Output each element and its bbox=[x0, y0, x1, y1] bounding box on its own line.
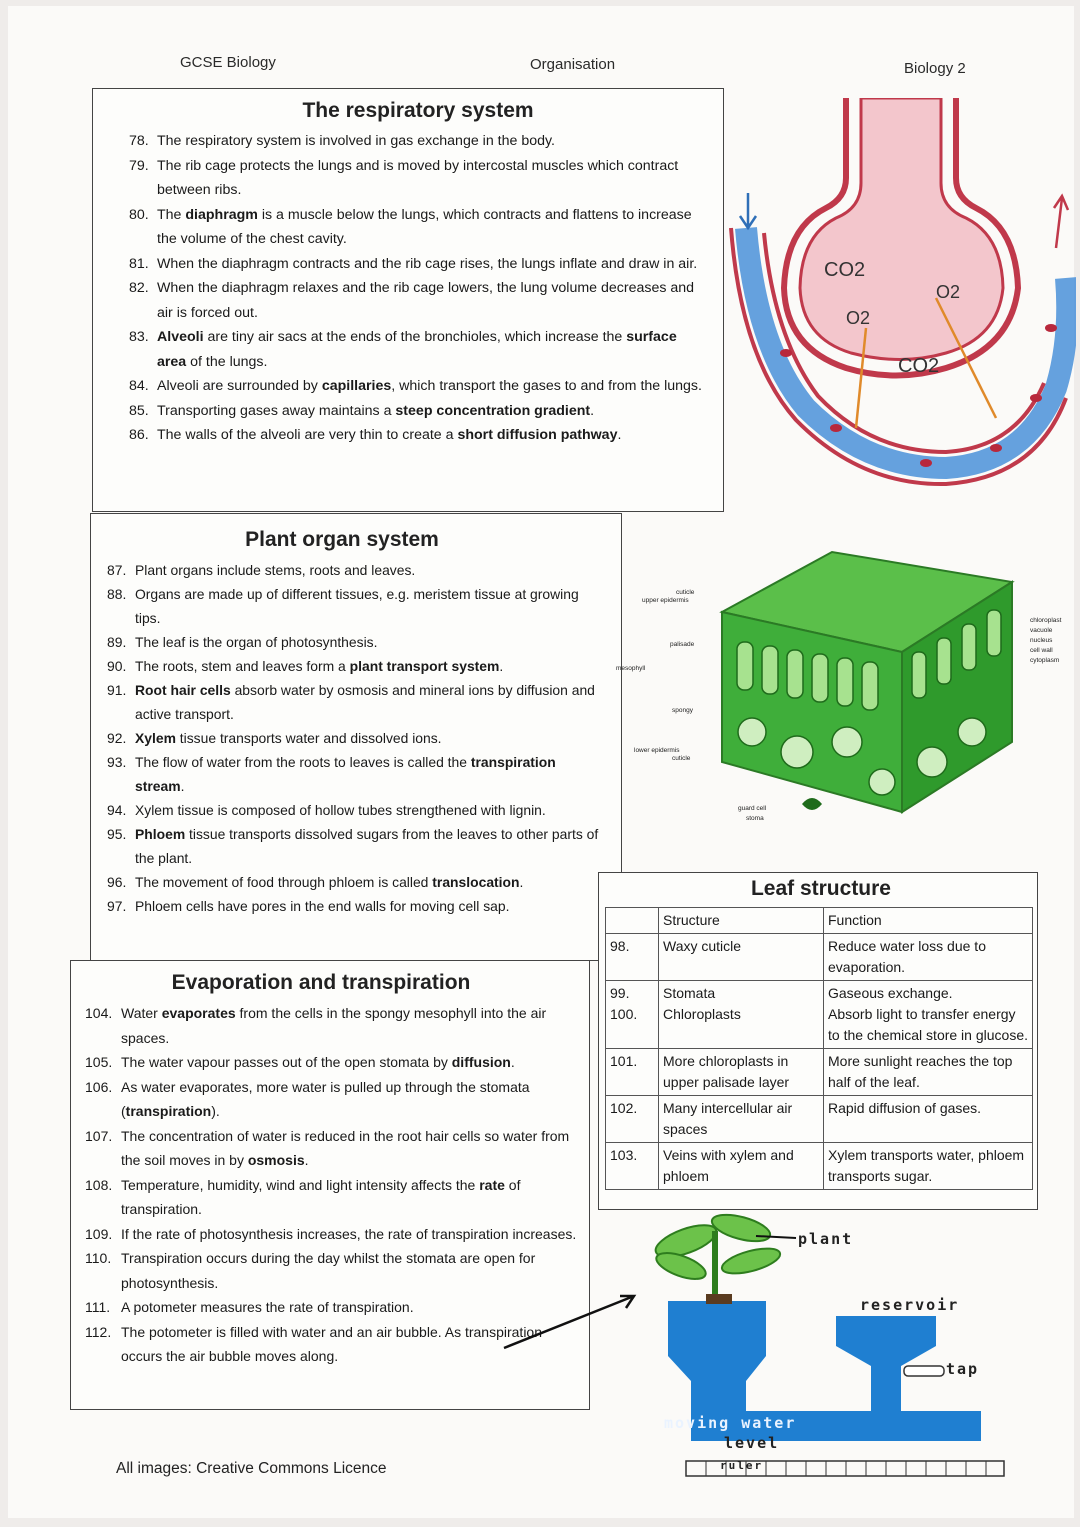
item-number: 88. bbox=[107, 586, 127, 602]
alveolus-sac bbox=[800, 98, 1003, 360]
item-text: Organs are made up of different tissues, e.g. meristem tissue at growing tips. bbox=[135, 586, 579, 626]
plant-label: plant bbox=[798, 1230, 854, 1248]
item-number: 95. bbox=[107, 826, 127, 842]
level-label: level bbox=[724, 1434, 780, 1452]
item-text: The leaf is the organ of photosynthesis. bbox=[135, 634, 378, 650]
item-text: The movement of food through phloem is called translocation. bbox=[135, 874, 524, 890]
label-cuticle: cuticle bbox=[676, 589, 695, 596]
topic-header: Organisation bbox=[530, 56, 616, 73]
item-number: 107. bbox=[85, 1127, 113, 1144]
list-item bbox=[129, 154, 707, 203]
item-text: As water evaporates, more water is pulled up through the stomata (transpiration). bbox=[121, 1078, 530, 1119]
item-text: The walls of the alveoli are very thin to create a short diffusion pathway. bbox=[157, 427, 622, 443]
label-cuticle-lower: cuticle bbox=[672, 755, 691, 762]
ruler-label: ruler bbox=[720, 1459, 764, 1472]
leaf-structure-box bbox=[598, 872, 1038, 1210]
item-number: 83. bbox=[129, 329, 149, 345]
item-text: Phloem tissue transports dissolved sugars from the leaves to other parts of the plant. bbox=[135, 826, 599, 866]
structure-header: Structure bbox=[659, 908, 824, 934]
label-mesophyll: mesophyll bbox=[616, 665, 646, 672]
label-spongy: spongy bbox=[672, 707, 693, 714]
row-structure: Many intercellular air spaces bbox=[659, 1096, 824, 1143]
list-item bbox=[107, 558, 607, 582]
leaf-structure-row bbox=[606, 1096, 1033, 1143]
plant-organ-system-box bbox=[90, 513, 622, 961]
label-upper-epidermis: upper epidermis bbox=[642, 597, 689, 604]
leaf-structure-row bbox=[606, 934, 1033, 981]
list-item bbox=[107, 678, 607, 726]
item-number: 110. bbox=[85, 1250, 112, 1266]
label-nucleus: nucleus bbox=[1030, 637, 1053, 644]
stopper bbox=[706, 1294, 732, 1304]
list-item bbox=[107, 630, 607, 654]
list-item bbox=[107, 654, 607, 678]
list-item bbox=[107, 582, 607, 630]
respiratory-list bbox=[129, 129, 707, 448]
item-text: Alveoli are tiny air sacs at the ends of the bronchioles, which increase the surface area of the lungs. bbox=[157, 329, 677, 370]
label-cell-wall: cell wall bbox=[1030, 647, 1053, 654]
item-number: 94. bbox=[107, 802, 127, 818]
row-number: 103. bbox=[606, 1143, 659, 1190]
list-item bbox=[85, 1001, 577, 1050]
list-item bbox=[129, 252, 707, 277]
label-palisade: palisade bbox=[670, 641, 695, 648]
item-number: 111. bbox=[85, 1299, 111, 1315]
row-structure: Stomata Chloroplasts bbox=[659, 981, 824, 1049]
row-number: 102. bbox=[606, 1096, 659, 1143]
item-number: 86. bbox=[129, 427, 149, 443]
leaf-structure-title: Leaf structure bbox=[750, 877, 891, 900]
row-number: 101. bbox=[606, 1049, 659, 1096]
item-text: Root hair cells absorb water by osmosis and mineral ions by diffusion and active transport. bbox=[135, 682, 595, 722]
item-text: Temperature, humidity, wind and light intensity affects the rate of transpiration. bbox=[121, 1176, 521, 1217]
item-text: The respiratory system is involved in gas exchange in the body. bbox=[157, 133, 555, 149]
item-text: Transpiration occurs during the day whilst the stomata are open for photosynthesis. bbox=[121, 1250, 536, 1291]
item-number: 92. bbox=[107, 730, 127, 746]
list-item bbox=[85, 1222, 577, 1247]
moving-water-label: moving water bbox=[664, 1414, 797, 1432]
item-number: 79. bbox=[129, 157, 149, 174]
reservoir-label: reservoir bbox=[860, 1296, 960, 1314]
item-number: 82. bbox=[129, 280, 149, 296]
item-text: Alveoli are surrounded by capillaries, which transport the gases to and from the lungs. bbox=[157, 378, 702, 394]
item-text: When the diaphragm relaxes and the rib cage lowers, the lung volume decreases and air is forced out. bbox=[157, 280, 695, 321]
list-item bbox=[129, 399, 707, 424]
row-function: Rapid diffusion of gases. bbox=[824, 1096, 1033, 1143]
leaf-structure-row bbox=[606, 1049, 1033, 1096]
alveolus-diagram bbox=[726, 98, 1076, 488]
plant-title: Plant organ system bbox=[245, 528, 439, 551]
worksheet-page bbox=[8, 6, 1074, 1518]
list-item bbox=[129, 203, 707, 252]
label-vacuole: vacuole bbox=[1030, 627, 1053, 634]
o2-label-right: O2 bbox=[936, 282, 961, 302]
item-number: 81. bbox=[129, 255, 149, 272]
tap-label: tap bbox=[946, 1360, 980, 1378]
item-number: 96. bbox=[107, 874, 127, 890]
label-stoma: stoma bbox=[746, 815, 764, 822]
co2-label-bottom: CO2 bbox=[898, 355, 940, 377]
leaf-structure-row bbox=[606, 981, 1033, 1049]
item-text: Water evaporates from the cells in the spongy mesophyll into the air spaces. bbox=[121, 1005, 547, 1046]
row-function: Reduce water loss due to evaporation. bbox=[824, 934, 1033, 981]
list-item bbox=[129, 374, 707, 399]
item-text: Phloem cells have pores in the end walls for moving cell sap. bbox=[135, 898, 510, 914]
plant-list bbox=[107, 558, 607, 918]
list-item bbox=[107, 870, 607, 894]
label-guard-cell: guard cell bbox=[738, 805, 767, 812]
item-number: 93. bbox=[107, 754, 127, 770]
item-text: The water vapour passes out of the open stomata by diffusion. bbox=[121, 1054, 515, 1070]
item-text: A potometer measures the rate of transpiration. bbox=[121, 1299, 414, 1315]
item-text: The rib cage protects the lungs and is moved by intercostal muscles which contract between ribs. bbox=[157, 157, 679, 198]
row-function: More sunlight reaches the top half of the leaf. bbox=[824, 1049, 1033, 1096]
potometer-diagram bbox=[646, 1206, 1006, 1486]
list-item bbox=[85, 1124, 577, 1173]
list-item bbox=[85, 1050, 577, 1075]
row-function: Xylem transports water, phloem transports sugar. bbox=[824, 1143, 1033, 1190]
item-number: 89. bbox=[107, 634, 127, 650]
co2-label-top: CO2 bbox=[824, 259, 866, 281]
o2-label-mid: O2 bbox=[846, 308, 871, 328]
item-number: 106. bbox=[85, 1078, 113, 1095]
list-item bbox=[85, 1075, 577, 1124]
item-text: The flow of water from the roots to leaves is called the transpiration stream. bbox=[135, 754, 556, 794]
item-text: When the diaphragm contracts and the rib cage rises, the lungs inflate and draw in air. bbox=[157, 255, 698, 272]
item-text: Xylem tissue transports water and dissolved ions. bbox=[135, 730, 442, 746]
item-text: Transporting gases away maintains a steep concentration gradient. bbox=[157, 402, 595, 419]
subject-header: GCSE Biology bbox=[180, 54, 276, 71]
leaf-cross-section-diagram bbox=[612, 542, 1072, 862]
list-item bbox=[129, 276, 707, 325]
item-text: The potometer is filled with water and an air bubble. As transpiration occurs the air bubble moves along. bbox=[121, 1323, 543, 1364]
item-number: 90. bbox=[107, 658, 127, 674]
item-text: Plant organs include stems, roots and leaves. bbox=[135, 562, 416, 578]
row-structure: Veins with xylem and phloem bbox=[659, 1143, 824, 1190]
item-text: Xylem tissue is composed of hollow tubes strengthened with lignin. bbox=[135, 802, 546, 818]
list-item bbox=[107, 894, 607, 918]
item-text: If the rate of photosynthesis increases, the rate of transpiration increases. bbox=[121, 1225, 577, 1242]
row-structure: More chloroplasts in upper palisade layer bbox=[659, 1049, 824, 1096]
label-cytoplasm: cytoplasm bbox=[1030, 657, 1060, 664]
leaf-structure-table bbox=[605, 907, 1033, 1190]
label-lower-epidermis: lower epidermis bbox=[634, 747, 680, 754]
item-number: 109. bbox=[85, 1225, 113, 1242]
blood-in-arrow bbox=[740, 193, 756, 228]
paper-header: Biology 2 bbox=[904, 60, 966, 77]
list-item bbox=[85, 1173, 577, 1222]
list-item bbox=[107, 822, 607, 870]
potometer-pointer-arrow bbox=[498, 1286, 648, 1356]
list-item bbox=[107, 750, 607, 798]
item-number: 105. bbox=[85, 1054, 113, 1070]
row-function: Gaseous exchange. Absorb light to transfer energy to the chemical store in glucose. bbox=[824, 981, 1033, 1049]
item-number: 97. bbox=[107, 898, 127, 914]
label-chloroplast: chloroplast bbox=[1030, 617, 1062, 624]
item-number: 78. bbox=[129, 133, 149, 149]
blood-out-arrow bbox=[1054, 196, 1068, 248]
item-number: 84. bbox=[129, 378, 149, 394]
item-number: 108. bbox=[85, 1176, 113, 1193]
item-number: 80. bbox=[129, 206, 149, 223]
item-number: 85. bbox=[129, 402, 149, 419]
evaporation-title: Evaporation and transpiration bbox=[171, 971, 471, 994]
row-number: 98. bbox=[606, 934, 659, 981]
tap bbox=[904, 1366, 944, 1376]
item-text: The diaphragm is a muscle below the lungs, which contracts and flattens to increase the volume of the chest cavity. bbox=[157, 206, 692, 247]
list-item bbox=[129, 423, 707, 448]
function-header: Function bbox=[824, 908, 1033, 934]
item-number: 112. bbox=[85, 1323, 112, 1340]
item-text: The roots, stem and leaves form a plant transport system. bbox=[135, 658, 504, 674]
item-number: 87. bbox=[107, 562, 127, 578]
leaf-structure-row bbox=[606, 1143, 1033, 1190]
item-text: The concentration of water is reduced in the root hair cells so water from the soil moves in by osmosis. bbox=[121, 1127, 570, 1168]
respiratory-title: The respiratory system bbox=[302, 99, 534, 122]
list-item bbox=[129, 129, 707, 154]
footer-credit: All images: Creative Commons Licence bbox=[116, 1460, 387, 1477]
stoma bbox=[802, 798, 822, 810]
item-number: 104. bbox=[85, 1005, 113, 1021]
respiratory-system-box bbox=[92, 88, 724, 512]
plant-stem bbox=[712, 1231, 718, 1301]
row-number: 99. 100. bbox=[606, 981, 659, 1049]
list-item bbox=[107, 798, 607, 822]
list-item bbox=[129, 325, 707, 374]
item-number: 91. bbox=[107, 682, 127, 698]
list-item bbox=[107, 726, 607, 750]
row-structure: Waxy cuticle bbox=[659, 934, 824, 981]
leaf-structure-rows bbox=[606, 934, 1033, 1190]
